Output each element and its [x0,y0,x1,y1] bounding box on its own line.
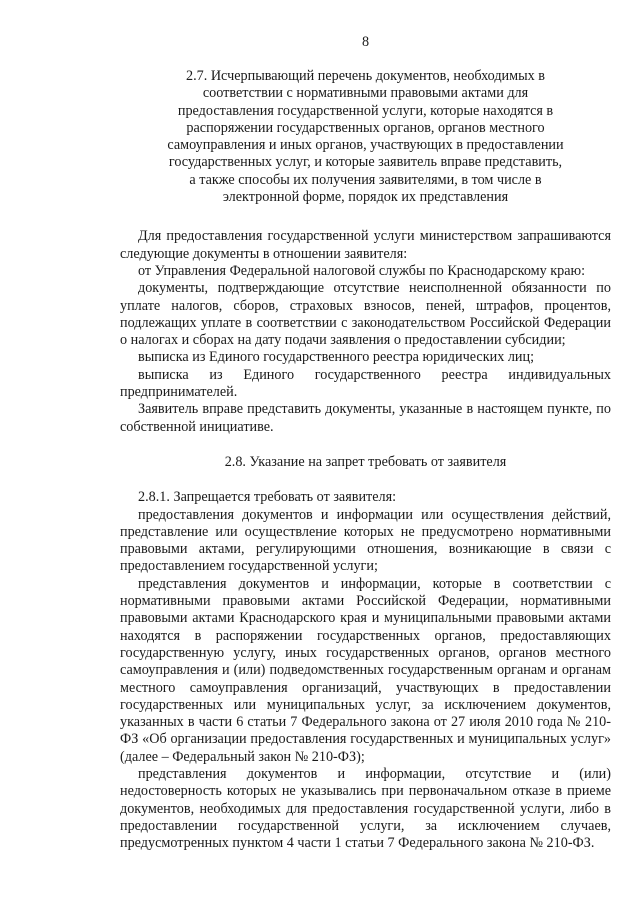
paragraph: документы, подтверждающие отсутствие неисполненной обязанности по уплате налогов, сборов, страховых взносов, пеней, штрафов, процентов, подлежащих уплате в соответствии с законодательством Российской Федерации о налогах и сборах на дату подачи заявления о предоставлении субсидии; [120,280,611,349]
paragraph: 2.8.1. Запрещается требовать от заявителя: [138,489,397,506]
section-title-line: самоуправления и иных органов, участвующих в предоставлении [167,137,564,154]
section-title-line: предоставления государственной услуги, которые находятся в [177,102,554,119]
page-number: 8 [361,34,370,50]
section-title-line: государственных услуг, и которые заявитель вправе представить, [168,154,563,171]
section-2-8-title: 2.8. Указание на запрет требовать от заявителя [224,453,507,470]
section-title-line: 2.7. Исчерпывающий перечень документов, необходимых в [185,68,545,84]
paragraph: от Управления Федеральной налоговой службы по Краснодарскому краю: [138,262,586,279]
section-2-7-title [120,68,611,206]
paragraph: Заявитель вправе представить документы, указанные в настоящем пункте, по собственной инициативе. [120,401,611,435]
section-title-line: соответствии с нормативными правовыми актами для [202,85,529,102]
paragraph: представления документов и информации, которые в соответствии с нормативными правовыми актами Российской Федерации, нормативными правовыми актами Краснодарского края и муниципальными правовыми актами находятся в распоряжении государственных органов, предоставляющих государственную услугу, иных государственных органов, органов местного самоуправления и (или) подведомственных государственным органам и органам местного самоуправления организаций, участвующих в предоставлении государственных или муниципальных услуг, за исключением документов, указанных в части 6 статьи 7 Федерального закона от 27 июля 2010 года № 210-ФЗ «Об организации предоставления государственных и муниципальных услуг» (далее – Федеральный закон № 210-ФЗ); [120,575,611,765]
paragraph: предоставления документов и информации или осуществления действий, представление или осуществление которых не предусмотрено нормативными правовыми актами, регулирующими отношения, возникающие в связи с предоставлением государственной услуги; [120,506,611,575]
section-title-line: электронной форме, порядок их представления [222,189,509,206]
paragraph: выписка из Единого государственного реестра юридических лиц; [138,349,535,366]
section-title-line: а также способы их получения заявителями, в том числе в [189,171,542,188]
section-title-line: распоряжении государственных органов, органов местного [186,119,545,136]
paragraph: представления документов и информации, отсутствие и (или) недостоверность которых не указывались при первоначальном отказе в приеме документов, необходимых для предоставления государственной услуги, либо в предоставлении государственной услуги, за исключением случаев, предусмотренных пунктом 4 части 1 статьи 7 Федерального закона № 210-ФЗ. [120,765,611,852]
paragraph: выписка из Единого государственного реестра индивидуальных предпринимателей. [120,366,611,401]
paragraph: Для предоставления государственной услуги министерством запрашиваются следующие документы в отношении заявителя: [120,228,611,262]
